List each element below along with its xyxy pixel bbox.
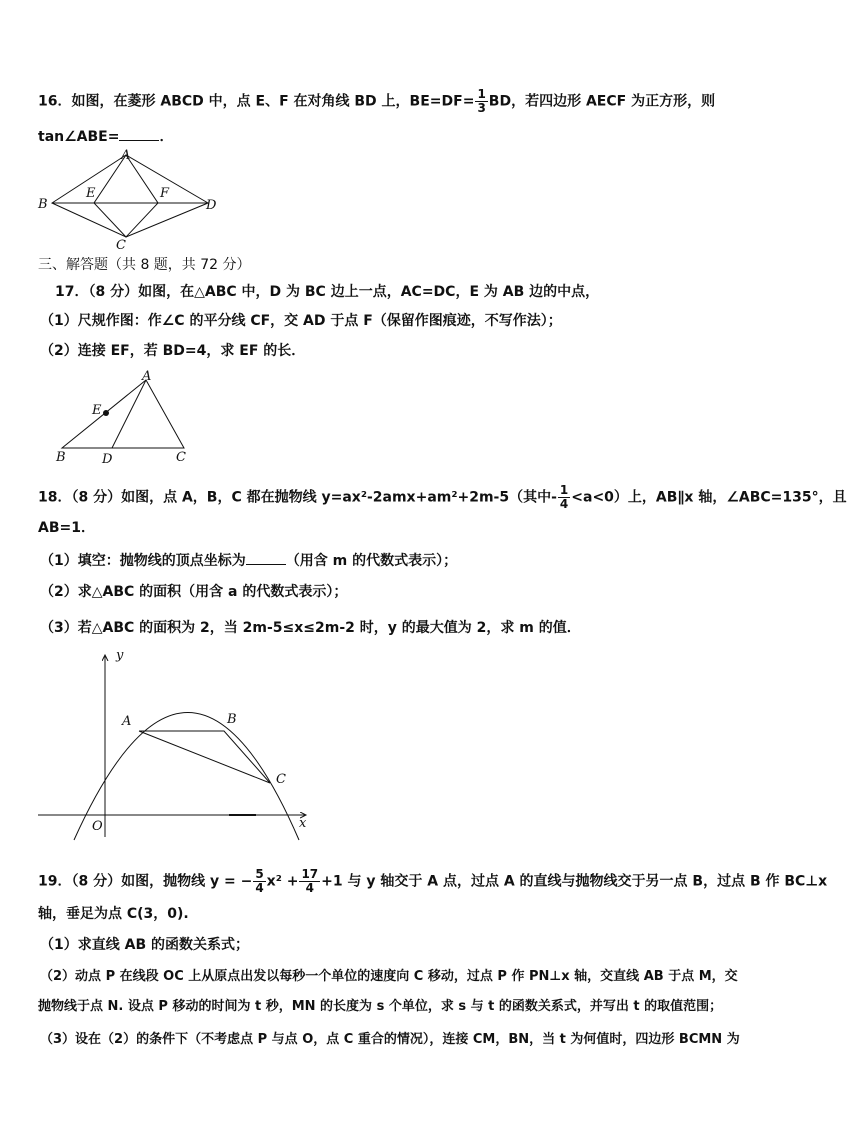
q16-text-a: 16．如图，在菱形 ABCD 中，点 E、F 在对角线 BD 上，BE=DF= [38,93,475,110]
q19-part2-line1: （2）动点 P 在线段 OC 上从原点出发以每秒一个单位的速度向 C 移动，过点 P 作 PN⊥x 轴，交直线 AB 于点 M，交 [40,969,738,984]
q18-line2: AB=1． [38,520,95,536]
q19-part3: （3）设在（2）的条件下（不考虑点 P 与点 O，点 C 重合的情况），连接 CM，BN，当 t 为何值时，四边形 BCMN 为 [40,1032,740,1047]
q18-frac-num: 1 [559,483,569,497]
q18-parabola-figure [34,645,324,845]
q16-label-d: D [206,198,217,213]
q16-label-a: A [121,148,131,163]
q18-text-b: <a<0）上，AB∥x 轴，∠ABC=135°，且 [571,489,847,506]
q16-fraction [475,88,487,115]
q16-label-f: F [160,186,170,201]
q18-label-x: x [299,816,307,831]
q16-label-b: B [38,197,48,212]
q16-line2 [38,126,764,147]
q16-text-b: BD，若四边形 AECF 为正方形，则 [488,93,716,110]
q17-part1: （1）尺规作图：作∠C 的平分线 CF，交 AD 于点 F（保留作图痕迹，不写作法）； [40,313,562,329]
q18-label-c: C [276,772,286,787]
q17-point-e [103,410,109,416]
q19-line2: 轴，垂足为点 C(3，0). [38,906,189,922]
q19-part1: （1）求直线 AB 的函数关系式； [40,937,249,953]
q19-line1 [38,867,828,895]
q18-part3: （3）若△ABC 的面积为 2，当 2m-5≤x≤2m-2 时，y 的最大值为 2，求 m 的值． [40,620,581,636]
q19-fraction2 [299,868,320,895]
q16-frac-den: 3 [477,101,486,115]
q17-part2: （2）连接 EF，若 BD=4，求 EF 的长． [40,343,306,359]
q18-frac-den: 4 [559,497,569,511]
q18-part1-a: （1）填空：抛物线的顶点坐标为 [40,553,246,569]
q18-part2: （2）求△ABC 的面积（用含 a 的代数式表示）； [40,584,348,600]
q19-frac1-den: 4 [255,881,264,895]
q16-answer-blank [119,126,159,141]
q16-label-c: C [116,238,126,253]
q16-tan-label: tan∠ABE= [38,129,120,145]
q16-rhombus-figure [30,145,220,255]
q18-label-y: y [116,648,124,663]
q18-parabola [74,713,299,841]
q19-fraction1 [253,868,265,895]
q19-text-a: 19．（8 分）如图，抛物线 y = − [38,873,253,890]
q17-line1: 17．（8 分）如图，在△ABC 中，D 为 BC 边上一点，AC=DC，E 为 AB 边的中点， [55,284,600,300]
q17-triangle-abc [62,380,184,448]
q16-rhombus [52,155,208,237]
q17-triangle-figure [50,368,200,466]
q17-label-b: B [56,450,66,465]
section3-title: 三、解答题（共 8 题，共 72 分） [38,257,251,273]
q19-part2-line2: 抛物线于点 N. 设点 P 移动的时间为 t 秒，MN 的长度为 s 个单位，求 s 与 t 的函数关系式，并写出 t 的取值范围； [38,999,723,1014]
q17-label-c: C [176,450,186,465]
q18-text-a: 18．（8 分）如图，点 A，B，C 都在抛物线 y=ax²-2amx+am²+2m-5（其中- [38,489,557,506]
q19-text-mid: x² + [266,873,299,890]
q19-text-b: +1 与 y 轴交于 A 点，过点 A 的直线与抛物线交于另一点 B，过点 B 作 BC⊥x [321,873,828,890]
q16-frac-num: 1 [477,87,486,101]
q16-label-e: E [86,186,96,201]
q19-frac2-num: 17 [301,867,319,881]
q17-label-a: A [142,369,152,384]
q16-line1 [38,88,764,115]
q18-label-b: B [227,712,237,727]
q18-part1 [40,550,764,571]
q18-part1-b: （用含 m 的代数式表示）； [285,553,458,569]
q17-segment-ad [112,380,146,448]
q18-fraction [558,484,570,511]
q18-label-a: A [122,714,132,729]
q16-end: ． [159,129,174,145]
q19-frac1-num: 5 [255,867,264,881]
q17-label-e: E [92,403,102,418]
q18-answer-blank [246,550,286,565]
q18-line1 [38,483,847,511]
q18-label-o: O [92,819,103,834]
q17-label-d: D [102,452,113,467]
q16-square-aecf [94,155,158,237]
q19-frac2-den: 4 [305,881,314,895]
q18-triangle-abc [139,731,270,783]
